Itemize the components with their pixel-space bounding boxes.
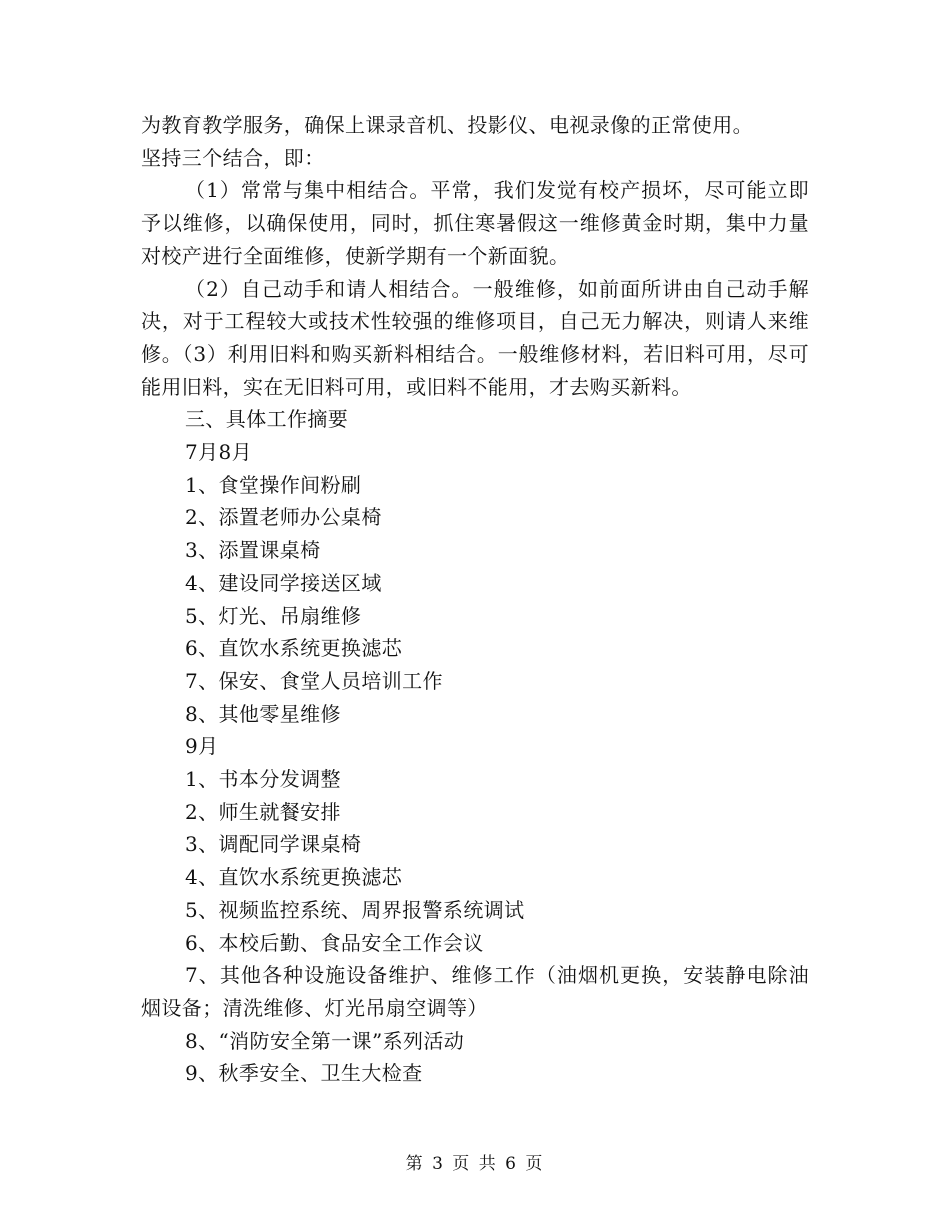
paragraph: 为教育教学服务，确保上课录音机、投影仪、电视录像的正常使用。	[141, 113, 753, 137]
list-item: 6、本校后勤、食品安全工作会议	[185, 930, 484, 955]
list-item: 5、视频监控系统、周界报警系统调试	[185, 897, 525, 922]
list-item: 5、灯光、吊扇维修	[185, 603, 362, 628]
list-item: 6、直饮水系统更换滤芯	[185, 636, 403, 661]
month-heading: 9月	[185, 734, 219, 759]
document-body	[141, 109, 809, 1090]
list-item: 4、直饮水系统更换滤芯	[185, 865, 403, 890]
list-item: 8、“消防安全第一课”系列活动	[185, 1028, 465, 1053]
list-item: 3、添置课桌椅	[185, 538, 321, 563]
month-heading: 7月8月	[185, 440, 253, 465]
list-item: 7、其他各种设施设备维护、维修工作（油烟机更换，安装静电除油烟设备；清洗维修、灯光吊扇空调等）	[141, 963, 809, 1020]
list-item: 2、添置老师办公桌椅	[185, 505, 382, 530]
paragraph: 坚持三个结合，即：	[141, 145, 325, 170]
section-heading: 三、具体工作摘要	[185, 407, 349, 432]
list-item: 1、书本分发调整	[185, 767, 341, 792]
paragraph: （1）常常与集中相结合。平常，我们发觉有校产损坏，尽可能立即予以维修，以确保使用，同时，抓住寒暑假这一维修黄金时期，集中力量对校产进行全面维修，使新学期有一个新面貌。	[141, 178, 809, 268]
list-item: 4、建设同学接送区域	[185, 570, 382, 595]
list-item: 1、食堂操作间粉刷	[185, 472, 362, 497]
list-item: 2、师生就餐安排	[185, 799, 341, 824]
list-item: 3、调配同学课桌椅	[185, 832, 362, 857]
paragraph: （2）自己动手和请人相结合。一般维修，如前面所讲由自己动手解决，对于工程较大或技术性较强的维修项目，自己无力解决，则请人来维修。（3）利用旧料和购买新料相结合。一般维修材料，若旧料可用，尽可能用旧料，实在无旧料可用，或旧料不能用，才去购买新料。	[141, 276, 809, 399]
list-item: 8、其他零星维修	[185, 701, 341, 726]
list-item: 7、保安、食堂人员培训工作	[185, 668, 443, 693]
list-item: 9、秋季安全、卫生大检查	[185, 1061, 423, 1086]
page-footer: 第 3 页 共 6 页	[405, 1154, 545, 1174]
